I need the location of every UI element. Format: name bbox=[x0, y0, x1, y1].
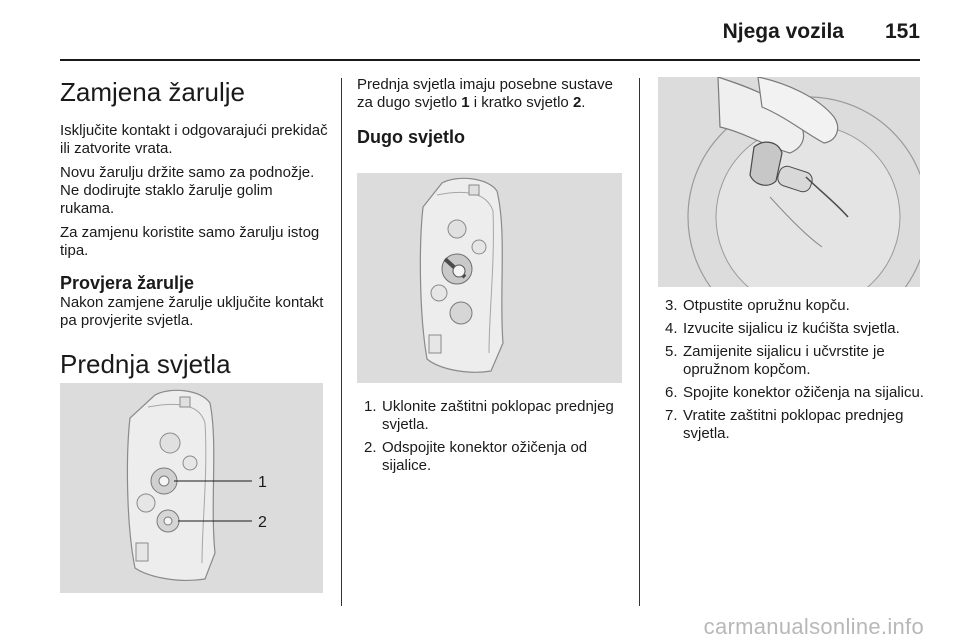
header-rule bbox=[60, 59, 920, 61]
intro-paragraph bbox=[357, 76, 627, 112]
step-6 bbox=[658, 384, 928, 402]
intro-text-c: i kratko svjetlo bbox=[469, 94, 573, 111]
paragraph-3: Za zamjenu koristite samo žarulju istog tipa. bbox=[60, 224, 320, 259]
column-2-steps bbox=[357, 398, 627, 480]
page-number: 151 bbox=[884, 20, 920, 43]
step-4-number: 4. bbox=[665, 320, 678, 337]
check-text: Nakon zamjene žarulje uključite kontakt pa provjerite svjetla. bbox=[60, 294, 324, 329]
high-beam-heading: Dugo svjetlo bbox=[357, 127, 466, 147]
page-title: Zamjena žarulje bbox=[60, 77, 245, 107]
steps-list-2 bbox=[658, 297, 928, 443]
step-7-number: 7. bbox=[665, 407, 678, 424]
step-2-number: 2. bbox=[364, 439, 377, 456]
step-2 bbox=[357, 439, 627, 475]
callout-1: 1 bbox=[258, 474, 267, 491]
step-5 bbox=[658, 343, 928, 379]
step-7 bbox=[658, 407, 928, 443]
column-1 bbox=[60, 62, 330, 380]
high-beam-figure bbox=[357, 173, 622, 383]
steps-list-1 bbox=[357, 398, 627, 475]
front-lights-heading: Prednja svjetla bbox=[60, 349, 231, 379]
bulb-removal-figure bbox=[658, 77, 920, 287]
intro-ref-1: 1 bbox=[461, 94, 470, 111]
headlamp-figure bbox=[60, 383, 323, 593]
step-1-number: 1. bbox=[364, 398, 377, 415]
intro-ref-2: 2 bbox=[572, 94, 582, 111]
column-divider-1 bbox=[341, 78, 342, 606]
paragraph-2: Novu žarulju držite samo za podnožje. Ne dodirujte staklo žarulje golim rukama. bbox=[60, 164, 315, 217]
column-2 bbox=[357, 62, 627, 148]
step-2-text: Odspojite konektor ožičenja od sijalice. bbox=[382, 439, 588, 474]
step-6-text: Spojite konektor ožičenja na sijalicu. bbox=[683, 384, 924, 401]
column-3-steps bbox=[658, 297, 928, 448]
step-7-text: Vratite zaštitni poklopac prednjeg svjetla. bbox=[683, 407, 904, 442]
check-heading: Provjera žarulje bbox=[60, 273, 195, 293]
column-divider-2 bbox=[639, 78, 640, 606]
step-5-text: Zamijenite sijalicu i učvrstite je opružnom kopčom. bbox=[683, 343, 885, 378]
page-header bbox=[60, 14, 920, 60]
step-1 bbox=[357, 398, 627, 434]
step-6-number: 6. bbox=[665, 384, 678, 401]
step-5-number: 5. bbox=[665, 343, 678, 360]
section-title: Njega vozila bbox=[722, 20, 844, 43]
paragraph-1: Isključite kontakt i odgovarajući prekidač ili zatvorite vrata. bbox=[60, 122, 328, 157]
step-4-text: Izvucite sijalicu iz kućišta svjetla. bbox=[683, 320, 900, 337]
callout-2: 2 bbox=[258, 514, 267, 531]
step-1-text: Uklonite zaštitni poklopac prednjeg svjetla. bbox=[382, 398, 614, 433]
step-3-number: 3. bbox=[665, 297, 678, 314]
watermark: carmanualsonline.info bbox=[703, 614, 924, 639]
step-4 bbox=[658, 320, 928, 338]
step-3 bbox=[658, 297, 928, 315]
intro-text-d: . bbox=[581, 94, 586, 111]
intro-text-a: Prednja svjetla imaju posebne sustave za dugo svjetlo bbox=[357, 76, 613, 111]
step-3-text: Otpustite opružnu kopču. bbox=[683, 297, 850, 314]
